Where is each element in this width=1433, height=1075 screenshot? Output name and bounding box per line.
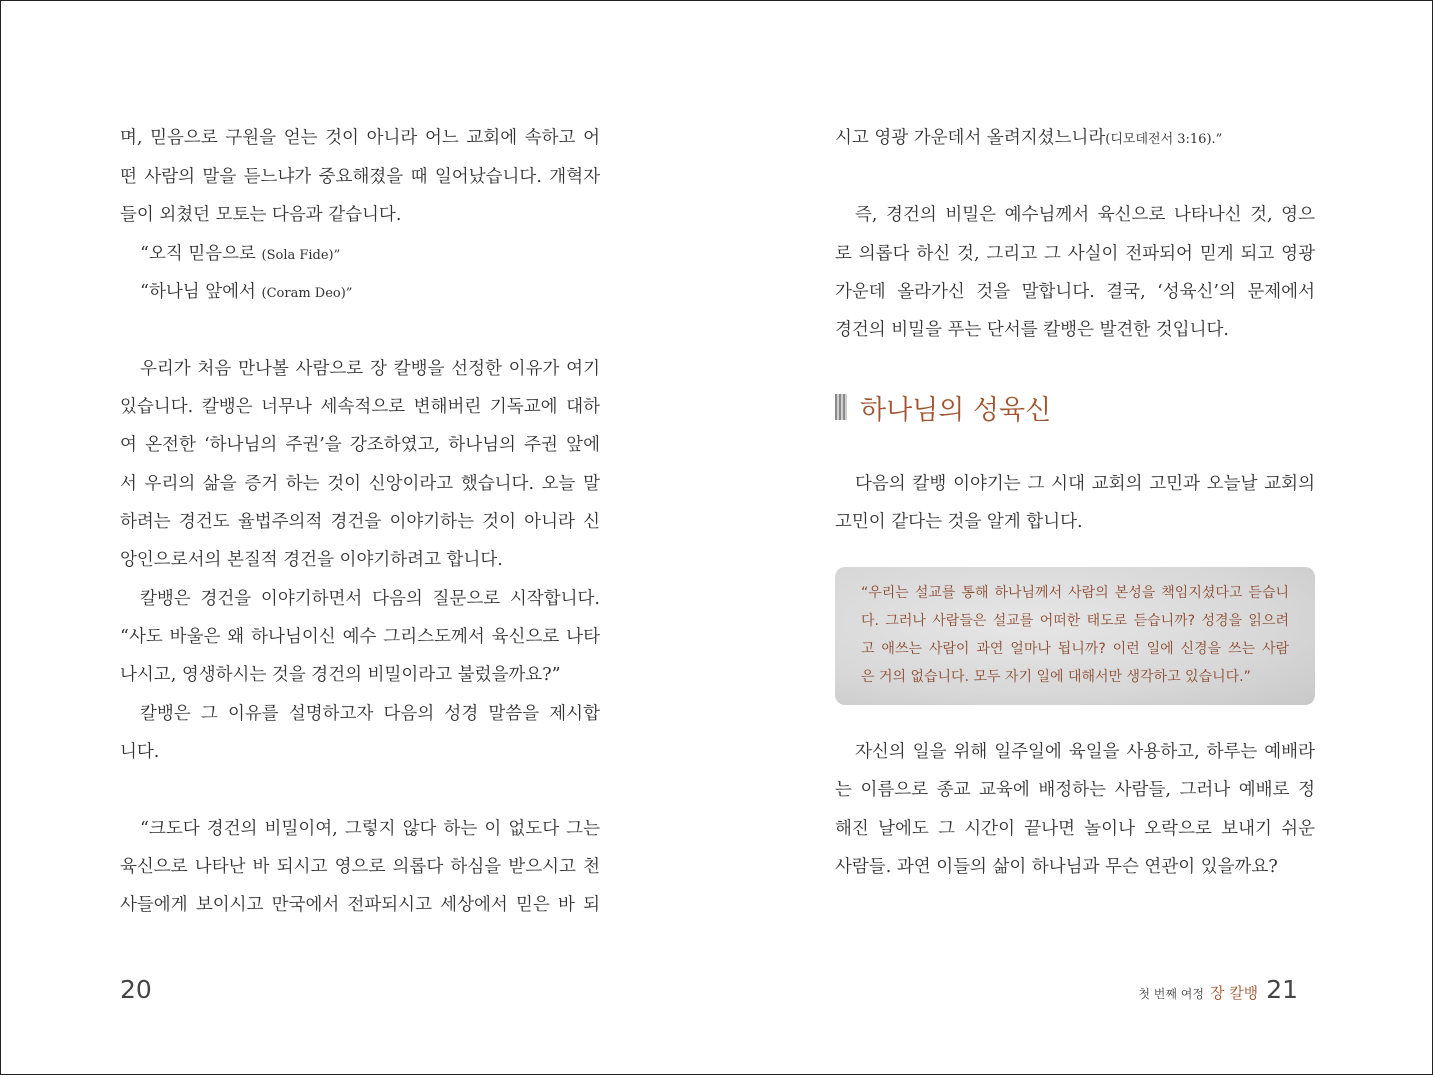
left-line-6: 우리가 처음 만나볼 사람으로 장 칼뱅을 선정한 이유가 여기 (140, 359, 600, 379)
right-line-1 (835, 126, 1315, 150)
left-line-8: 여 온전한 ‘하나님의 주권’을 강조하였고, 하나님의 주권 앞에 (120, 435, 600, 455)
right-line-4: 가운데 올라가신 것을 말합니다. 결국, ‘성육신’의 문제에서 (835, 282, 1315, 302)
running-head-chapter: 첫 번째 여정 (1138, 987, 1204, 1001)
right-line-5: 경건의 비밀을 푸는 단서를 칼뱅은 발견한 것입니다. (835, 320, 1229, 340)
right-line-8: 자신의 일을 위해 일주일에 육일을 사용하고, 하루는 예배라 (855, 742, 1315, 762)
quote-line-1: “우리는 설교를 통해 하나님께서 사람의 본성을 책임지셨다고 듣습니 (861, 585, 1289, 601)
left-line-9: 서 우리의 삶을 증거 하는 것이 신앙이라고 했습니다. 오늘 말 (120, 474, 600, 494)
right-line-3: 로 의롭다 하신 것, 그리고 그 사실이 전파되어 믿게 되고 영광 (835, 244, 1315, 264)
right-line-7: 고민이 같다는 것을 알게 합니다. (835, 512, 1083, 532)
right-line-9: 는 이름으로 종교 교육에 배정하는 사람들, 그러나 예배로 정 (835, 780, 1315, 800)
right-line-2: 즉, 경건의 비밀은 예수님께서 육신으로 나타나신 것, 영으 (855, 205, 1315, 225)
right-line-11: 사람들. 과연 이들의 삶이 하나님과 무슨 연관이 있을까요? (835, 857, 1278, 877)
verse-reference: (디모데전서 3:16).” (1105, 132, 1223, 147)
left-line-1: 며, 믿음으로 구원을 얻는 것이 아니라 어느 교회에 속하고 어 (120, 128, 600, 148)
left-line-17: “크도다 경건의 비밀이여, 그렇지 않다 하는 이 없도다 그는 (140, 819, 600, 839)
quote-line-2: 다. 그러나 사람들은 설교를 어떠한 태도로 듣습니까? 성경을 읽으려 (861, 613, 1289, 629)
right-running-footer (1138, 975, 1298, 1007)
left-line-3: 들이 외쳤던 모토는 다음과 같습니다. (120, 205, 402, 225)
quote-line-4: 은 거의 없습니다. 모두 자기 일에 대해서만 생각하고 있습니다.” (861, 669, 1251, 685)
left-line-12: 칼뱅은 경건을 이야기하면서 다음의 질문으로 시작합니다. (140, 589, 600, 609)
heading-bar-icon (835, 394, 847, 420)
motto-sola-fide-latin: (Sola Fide)” (261, 248, 341, 263)
motto-sola-fide-korean: “오직 믿음으로 (140, 244, 262, 264)
right-line-1-text: 시고 영광 가운데서 올려지셨느니라 (835, 128, 1106, 148)
quote-line-3: 고 애쓰는 사람이 과연 얼마나 됩니까? 이런 일에 신경을 쓰는 사람 (861, 641, 1289, 657)
left-page-number: 20 (120, 975, 152, 1004)
motto-coram-deo-korean: “하나님 앞에서 (140, 282, 262, 302)
left-line-16: 니다. (120, 742, 160, 762)
left-line-10: 하려는 경건도 율법주의적 경건을 이야기하는 것이 아니라 신 (120, 512, 600, 532)
left-line-18: 육신으로 나타난 바 되시고 영으로 의롭다 하심을 받으시고 천 (120, 857, 600, 877)
section-heading (835, 389, 1051, 425)
left-line-15: 칼뱅은 그 이유를 설명하고자 다음의 성경 말씀을 제시합 (140, 704, 600, 724)
motto-coram-deo-latin: (Coram Deo)” (261, 286, 353, 301)
left-line-14: 나시고, 영생하시는 것을 경건의 비밀이라고 불렀을까요?” (120, 665, 561, 685)
motto-sola-fide (120, 242, 600, 266)
left-line-11: 앙인으로서의 본질적 경건을 이야기하려고 합니다. (120, 550, 503, 570)
right-page-number: 21 (1266, 975, 1298, 1004)
right-line-10: 해진 날에도 그 시간이 끝나면 놀이나 오락으로 보내기 쉬운 (835, 819, 1315, 839)
right-line-6: 다음의 칼뱅 이야기는 그 시대 교회의 고민과 오늘날 교회의 (855, 474, 1315, 494)
calvin-quote-box (835, 567, 1315, 705)
left-line-7: 있습니다. 칼뱅은 너무나 세속적으로 변해버린 기독교에 대하 (120, 397, 600, 417)
left-line-19: 사들에게 보이시고 만국에서 전파되시고 세상에서 믿은 바 되 (120, 895, 600, 915)
motto-coram-deo (120, 280, 600, 304)
section-heading-text: 하나님의 성육신 (860, 394, 1052, 426)
left-line-13: “사도 바울은 왜 하나님이신 예수 그리스도께서 육신으로 나타 (120, 627, 600, 647)
left-line-2: 떤 사람의 말을 듣느냐가 중요해졌을 때 일어났습니다. 개혁자 (120, 167, 601, 187)
running-head-subject: 장 칼뱅 (1209, 984, 1259, 1002)
